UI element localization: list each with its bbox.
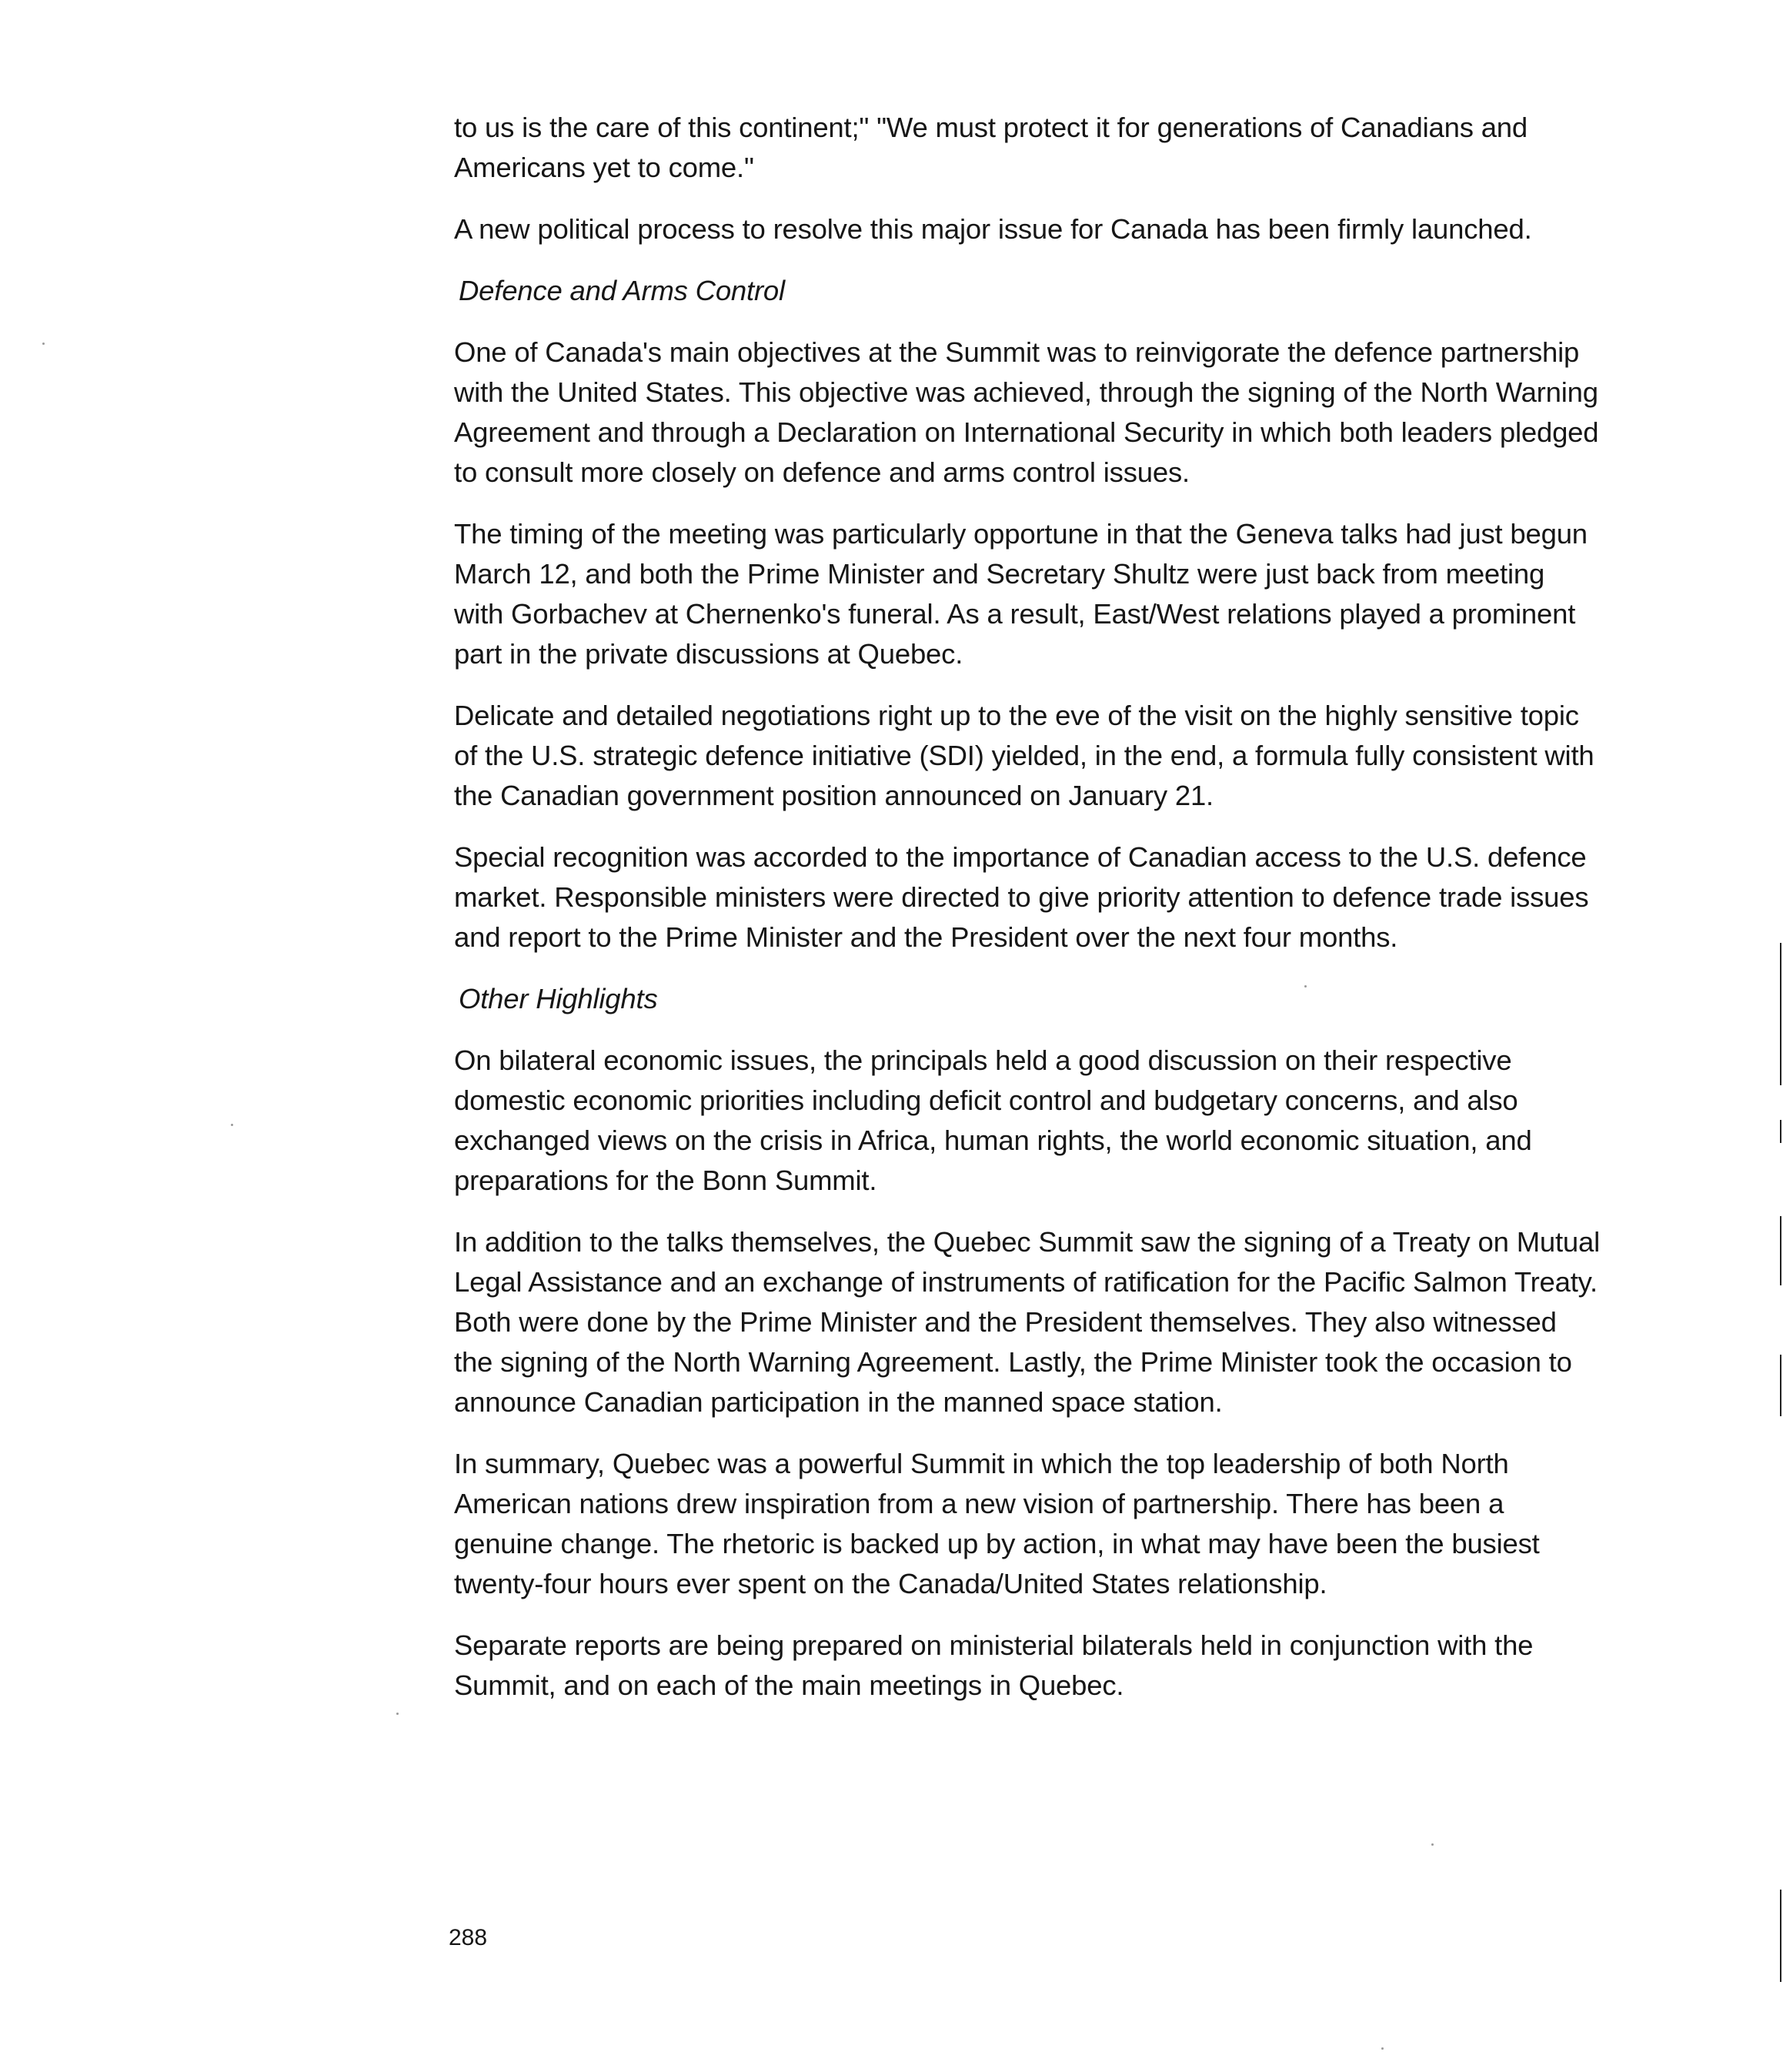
page-number: 288 bbox=[449, 1925, 488, 1950]
scan-edge-mark bbox=[1780, 943, 1781, 1085]
scan-speck bbox=[231, 1124, 233, 1126]
paragraph-bilateral-economic: On bilateral economic issues, the principals held a good discussion on their respective domestic economic priorities including deficit control and budgetary concerns, and also exchanged views on the crisis in Africa, human rights, the world economic situation, and preparations for the Bonn Summit. bbox=[454, 1044, 1532, 1196]
scan-edge-mark bbox=[1780, 1120, 1781, 1143]
scan-edge-mark bbox=[1780, 1890, 1781, 1982]
scan-speck bbox=[1381, 2047, 1384, 2050]
section-heading-defence: Defence and Arms Control bbox=[459, 275, 785, 306]
paragraph-defence-market: Special recognition was accorded to the importance of Canadian access to the U.S. defence market. Responsible ministers were directed to give priority attention to defence trade issues and report to the Prime Minister and the President over the next four months. bbox=[454, 841, 1589, 953]
scan-speck bbox=[1431, 1843, 1434, 1846]
paragraph-quote-continuation: to us is the care of this continent;" "We must protect it for generations of Canadians and Americans yet to come." bbox=[454, 112, 1528, 183]
scan-speck bbox=[42, 343, 45, 345]
paragraph-meeting-timing: The timing of the meeting was particularly opportune in that the Geneva talks had just begun March 12, and both the Prime Minister and Secretary Shultz were just back from meeting with Gorbachev at Chernenko's funeral. As a result, East/West relations played a prominent part in the private discussions at Quebec. bbox=[454, 518, 1588, 670]
scan-speck bbox=[396, 1713, 399, 1715]
paragraph-separate-reports: Separate reports are being prepared on ministerial bilaterals held in conjunction with the Summit, and on each of the main meetings in Quebec. bbox=[454, 1629, 1534, 1701]
scan-edge-mark bbox=[1780, 1216, 1781, 1285]
paragraph-sdi-negotiations: Delicate and detailed negotiations right up to the eve of the visit on the highly sensitive topic of the U.S. strategic defence initiative (SDI) yielded, in the end, a formula fully consistent with the Canadian government position announced on January 21. bbox=[454, 700, 1594, 811]
scan-edge-mark bbox=[1780, 1355, 1781, 1416]
body-column bbox=[454, 108, 1601, 1727]
paragraph-summary: In summary, Quebec was a powerful Summit in which the top leadership of both North American nations drew inspiration from a new vision of partnership. There has been a genuine change. The rhetoric is backed up by action, in what may have been the busiest twenty-four hours ever spent on the Canada/United States relationship. bbox=[454, 1448, 1540, 1599]
scan-speck bbox=[1304, 985, 1307, 988]
section-heading-other-highlights: Other Highlights bbox=[459, 983, 658, 1014]
paragraph-defence-partnership: One of Canada's main objectives at the Summit was to reinvigorate the defence partnership with the United States. This objective was achieved, through the signing of the North Warning Agreement and through a Declaration on International Security in which both leaders pledged to consult more closely on defence and arms control issues. bbox=[454, 336, 1599, 488]
paragraph-treaties: In addition to the talks themselves, the Quebec Summit saw the signing of a Treaty on Mutual Legal Assistance and an exchange of instruments of ratification for the Pacific Salmon Treaty. Both were done by the Prime Minister and the President themselves. They also witnessed the signing of the North Warning Agreement. Lastly, the Prime Minister took the occasion to announce Canadian participation in the manned space station. bbox=[454, 1226, 1601, 1418]
paragraph-political-process: A new political process to resolve this major issue for Canada has been firmly launched. bbox=[454, 213, 1532, 245]
